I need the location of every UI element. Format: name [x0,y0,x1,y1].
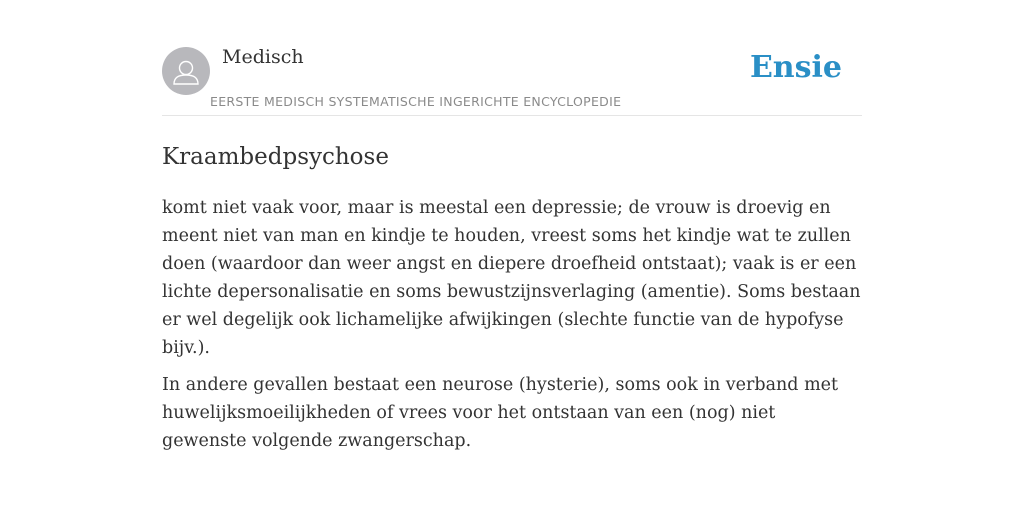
article-body [162,194,862,455]
article-paragraph: komt niet vaak voor, maar is meestal een depressie; de vrouw is droevig en meent niet van man en kindje te houden, vreest soms het kindje wat te zullen doen (waardoor dan weer angst en diepere droefheid ontstaat); vaak is er een lichte depersonalisatie en soms bewustzijnsverlaging (amentie). Soms bestaan er wel degelijk ook lichamelijke afwijkingen (slechte functie van de hypofyse bijv.). [162,198,861,358]
article-title: Kraambedpsychose [162,144,389,170]
article-paragraph: In andere gevallen bestaat een neurose (hysterie), soms ook in verband met huwelijksmoeilijkheden of vrees voor het ontstaan van een (nog) niet gewenste volgende zwangerschap. [162,375,839,451]
ensie-logo-link[interactable]: Ensie [749,50,842,85]
source-name-link[interactable]: Medisch [222,46,304,68]
user-avatar-icon[interactable] [162,47,210,95]
content-container [162,0,862,464]
source-header [162,0,862,116]
source-subtitle: EERSTE MEDISCH SYSTEMATISCHE INGERICHTE ENCYCLOPEDIE [210,94,622,109]
user-silhouette-icon [162,47,210,95]
